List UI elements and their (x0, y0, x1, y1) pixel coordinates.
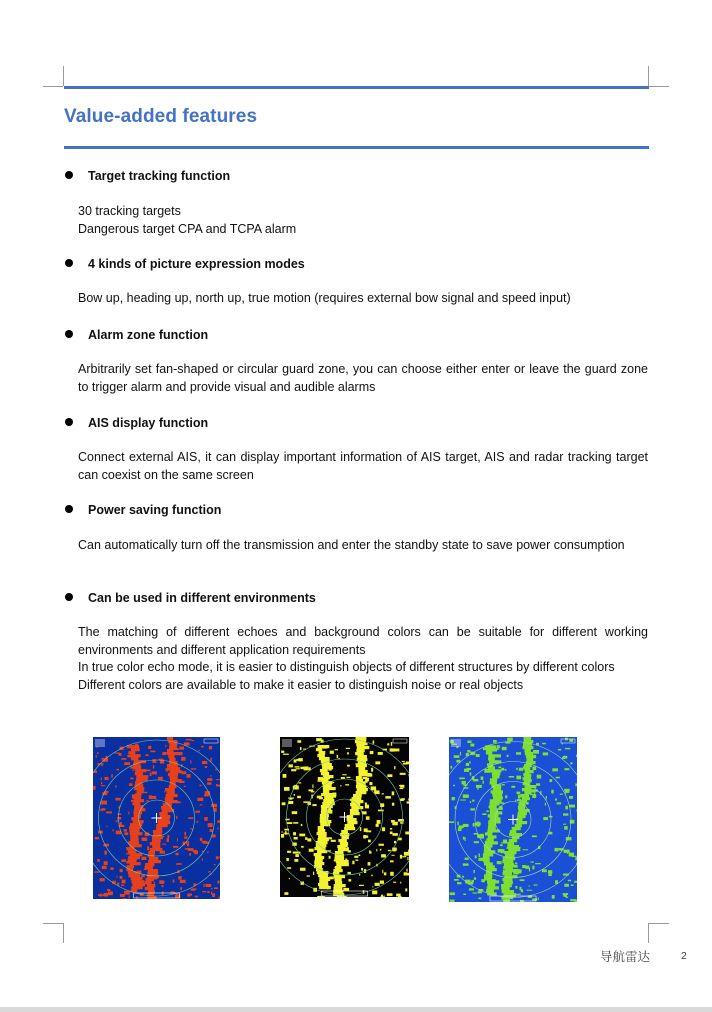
title-bottom-rule (64, 146, 649, 149)
bullet-icon (65, 418, 73, 426)
feature-line: Different colors are available to make it easier to distinguish noise or real objects (78, 677, 524, 692)
radar-image-green-on-blue (449, 737, 577, 902)
bullet-icon (65, 593, 73, 601)
crop-mark-bottom-right-h (649, 923, 669, 924)
feature-line: Can automatically turn off the transmission and enter the standby state to save power consumption (78, 538, 625, 552)
feature-line: In true color echo mode, it is easier to distinguish objects of different structures by different colors (78, 660, 615, 674)
radar-image-yellow-on-black (280, 737, 409, 897)
bullet-icon (65, 505, 73, 513)
feature-section-target-tracking (64, 167, 649, 238)
page-number: 2 (681, 950, 687, 962)
crop-mark-bottom-left-v (63, 923, 64, 943)
page-title: Value-added features (64, 106, 258, 127)
bullet-icon (65, 259, 73, 267)
feature-line: The matching of different echoes and background colors can be suitable for different working environments and different application requirements (78, 625, 648, 657)
feature-line: Arbitrarily set fan-shaped or circular guard zone, you can choose either enter or leave the guard zone to trigger alarm and provide visual and audible alarms (78, 362, 648, 394)
feature-heading: Can be used in different environments (88, 591, 316, 605)
feature-line: 30 tracking targets (78, 204, 181, 218)
bottom-divider (0, 1007, 712, 1012)
feature-line: Connect external AIS, it can display important information of AIS target, AIS and radar tracking target can coexist on the same screen (78, 450, 648, 482)
title-top-rule (64, 86, 649, 89)
feature-heading: Target tracking function (88, 169, 231, 183)
crop-mark-top-left-v (63, 66, 64, 86)
feature-line: Bow up, heading up, north up, true motion (requires external bow signal and speed input) (78, 291, 571, 305)
feature-section-power-saving (64, 501, 649, 555)
feature-heading: Alarm zone function (88, 328, 209, 342)
feature-heading: Power saving function (88, 503, 222, 517)
feature-section-environments (64, 589, 649, 694)
crop-mark-top-right-v (648, 66, 649, 86)
feature-section-ais-display (64, 414, 649, 484)
feature-heading: 4 kinds of picture expression modes (88, 257, 305, 271)
crop-mark-top-right-h (649, 86, 669, 87)
footer-text: 导航雷达 (600, 950, 651, 964)
radar-image-red-on-blue (93, 737, 220, 899)
feature-heading: AIS display function (88, 416, 209, 430)
feature-section-alarm-zone (64, 326, 649, 396)
crop-mark-bottom-left-h (43, 923, 63, 924)
feature-section-picture-modes (64, 255, 649, 308)
crop-mark-bottom-right-v (648, 923, 649, 943)
bullet-icon (65, 330, 73, 338)
crop-mark-top-left-h (43, 86, 63, 87)
bullet-icon (65, 171, 73, 179)
feature-line: Dangerous target CPA and TCPA alarm (78, 221, 297, 236)
